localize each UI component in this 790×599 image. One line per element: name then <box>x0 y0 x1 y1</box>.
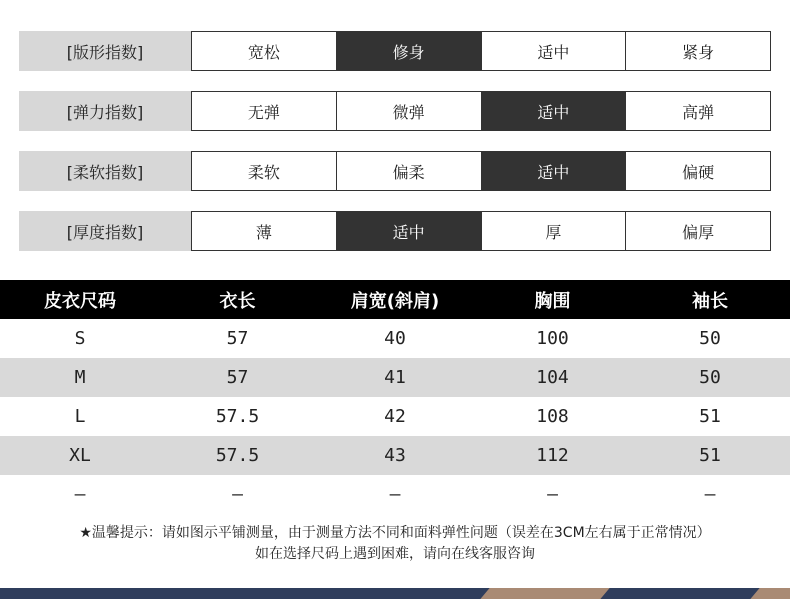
table-row <box>0 397 790 436</box>
index-option: 偏厚 <box>625 212 770 250</box>
index-option-selected: 适中 <box>481 92 626 130</box>
table-row <box>0 358 790 397</box>
table-cell: 51 <box>699 406 721 427</box>
table-cell: – <box>704 484 716 505</box>
measurement-note: ★温馨提示：请如图示平铺测量，由于测量方法不同和面料弹性问题（误差在3CM左右属于正常情况） <box>79 525 711 541</box>
index-block-elasticity <box>19 91 771 131</box>
table-cell: – <box>232 484 243 505</box>
index-option: 宽松 <box>247 42 280 62</box>
footer-stripe <box>750 588 790 599</box>
index-option: 柔软 <box>247 162 280 182</box>
index-label: [弹力指数] <box>19 91 191 131</box>
index-label: [版形指数] <box>19 31 191 71</box>
table-cell: 51 <box>699 445 721 466</box>
index-option-selected: 适中 <box>336 212 481 250</box>
index-label: [厚度指数] <box>19 211 191 251</box>
size-table <box>0 280 790 514</box>
table-cell: 57.5 <box>215 406 260 427</box>
table-cell: 43 <box>384 445 406 466</box>
table-row <box>0 436 790 475</box>
index-option-selected: 修身 <box>336 32 481 70</box>
table-cell: 50 <box>699 328 721 349</box>
index-option: 无弹 <box>247 102 280 122</box>
index-options <box>191 91 771 131</box>
table-cell: S <box>74 328 86 349</box>
index-block-thickness <box>19 211 771 251</box>
table-cell: L <box>74 406 86 427</box>
header-shoulder: 肩宽(斜肩) <box>350 290 440 312</box>
footer-stripe <box>480 588 609 599</box>
table-cell: – <box>74 484 86 505</box>
table-cell: 42 <box>384 406 406 427</box>
help-note: 如在选择尺码上遇到困难，请向在线客服咨询 <box>255 546 535 562</box>
index-option: 偏柔 <box>336 152 481 190</box>
table-cell: XL <box>69 445 91 466</box>
table-row <box>0 319 790 358</box>
header-length: 衣长 <box>219 290 256 312</box>
index-option: 薄 <box>255 222 272 242</box>
index-option-selected: 适中 <box>481 152 626 190</box>
header-chest: 胸围 <box>534 290 571 312</box>
table-cell: 112 <box>536 445 569 466</box>
index-option: 厚 <box>481 212 626 250</box>
table-cell: 104 <box>536 367 569 388</box>
header-sleeve: 袖长 <box>692 290 728 312</box>
table-cell: 40 <box>384 328 406 349</box>
table-cell: – <box>389 484 401 505</box>
table-cell: 41 <box>384 367 406 388</box>
footer-decoration <box>0 588 790 599</box>
table-cell: 57.5 <box>215 445 260 466</box>
table-cell: – <box>547 484 558 505</box>
header-size: 皮衣尺码 <box>44 290 116 312</box>
size-table-header <box>0 280 790 319</box>
table-cell: 57 <box>226 367 249 388</box>
table-cell: 57 <box>226 328 249 349</box>
index-options <box>191 151 771 191</box>
index-options <box>191 211 771 251</box>
index-options <box>191 31 771 71</box>
table-cell: 100 <box>536 328 569 349</box>
index-block-fit <box>19 31 771 71</box>
index-option: 紧身 <box>625 32 770 70</box>
index-block-softness <box>19 151 771 191</box>
index-option: 高弹 <box>625 92 770 130</box>
index-option: 微弹 <box>336 92 481 130</box>
table-cell: M <box>74 367 86 388</box>
table-cell: 108 <box>536 406 569 427</box>
index-option: 偏硬 <box>625 152 770 190</box>
index-label: [柔软指数] <box>19 151 191 191</box>
table-row <box>0 475 790 514</box>
index-option: 适中 <box>481 32 626 70</box>
table-cell: 50 <box>699 367 721 388</box>
